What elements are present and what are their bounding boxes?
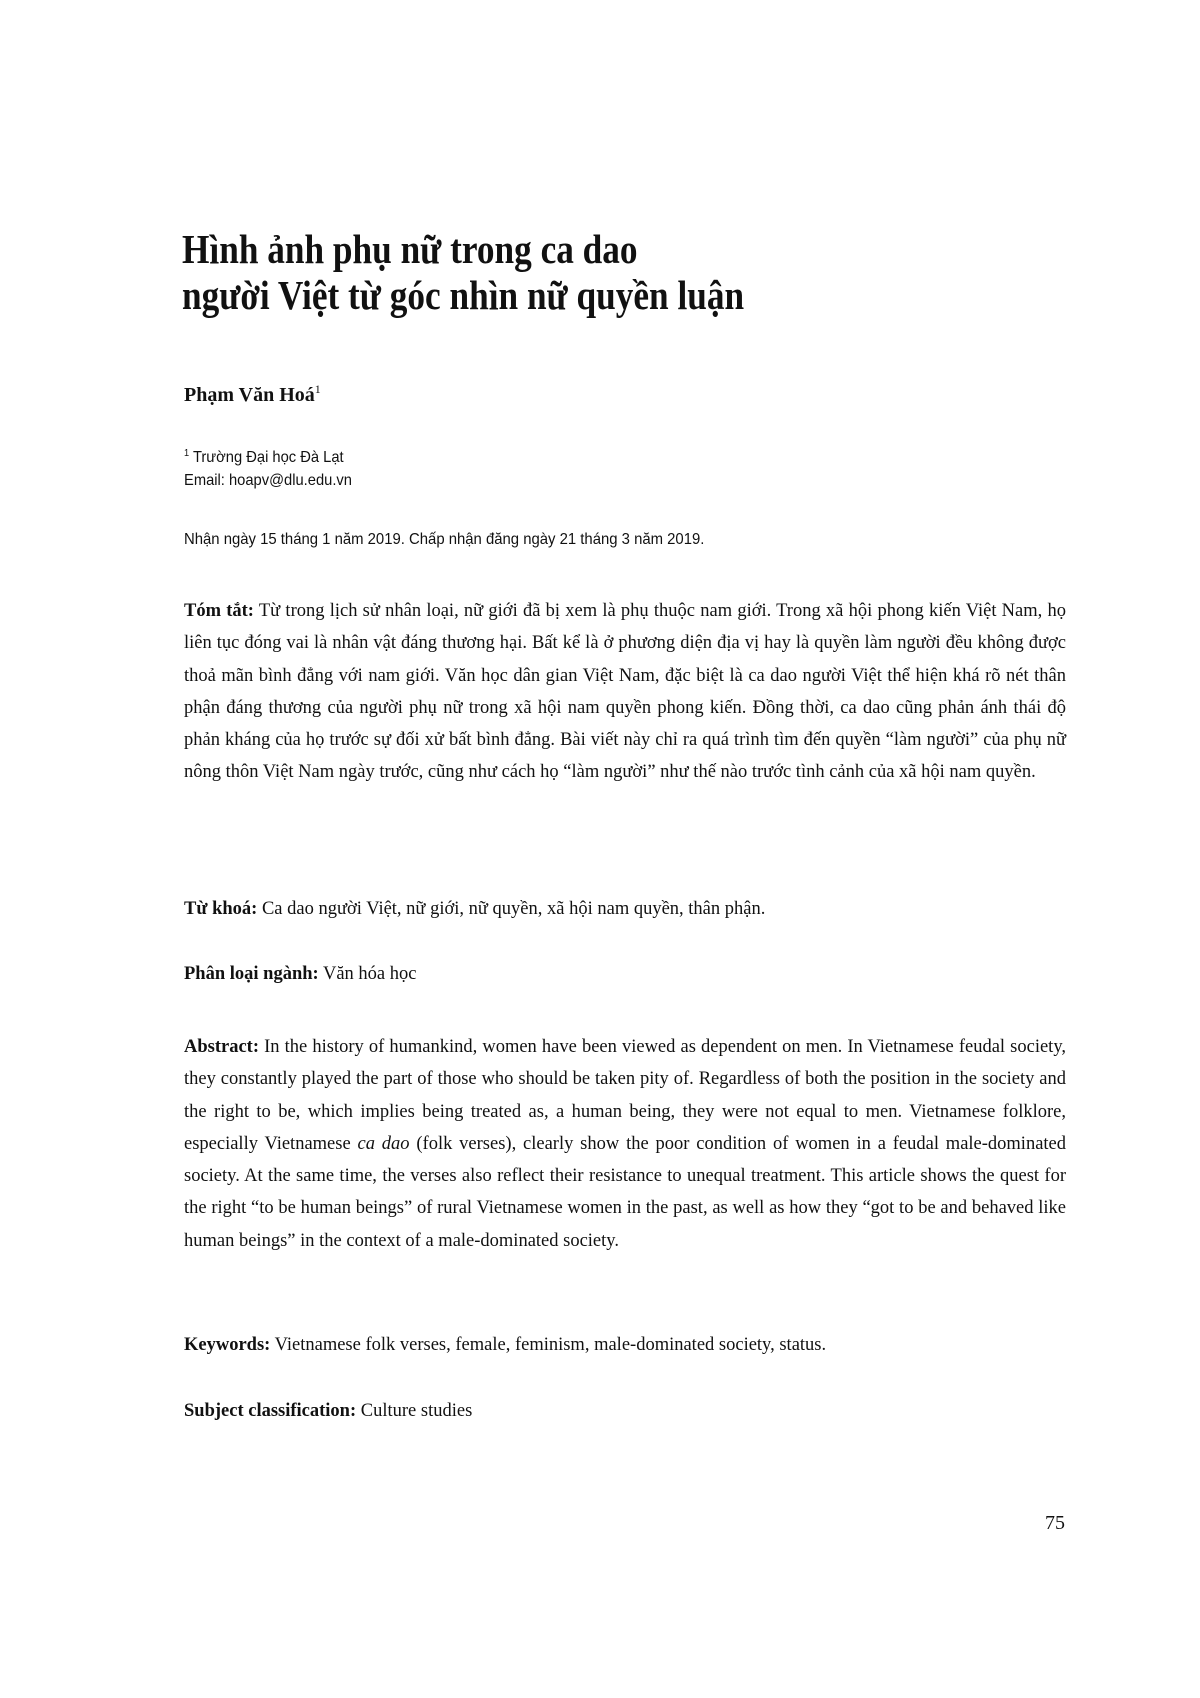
keywords-text-en: Vietnamese folk verses, female, feminism, male-dominated society, status. — [274, 1335, 827, 1355]
abstract-text-en-2: (folk verses), clearly show the poor condition of women in a feudal male-dominated society. At the same time, the verses also reflect their resistance to unequal treatment. This article shows the quest for the right “to be human beings” of rural Vietnamese women in the past, as well as how they “got to be and behaved like human beings” in the context of a male-dominated society. — [184, 1133, 1067, 1251]
classification-label-en: Subject classification: — [184, 1401, 357, 1421]
classification-text-en: Culture studies — [360, 1401, 473, 1421]
page-number: 75 — [1045, 1512, 1065, 1534]
classification-label-vn: Phân loại ngành: — [184, 964, 319, 984]
abstract-text-en-1: In the history of humankind, women have been viewed as dependent on men. In Vietnamese feudal society, they constantly played the part of those who should be taken pity of. Regardless of both the position in the society and the right to be, which implies being treated as, a human being, they were not equal to men. Vietnamese folklore, especially Vietnamese — [184, 1037, 1066, 1154]
title-line-2: người Việt từ góc nhìn nữ quyền luận — [182, 272, 745, 318]
email-label: Email: — [184, 472, 225, 489]
affiliation-block — [184, 442, 352, 492]
keywords-label-en: Keywords: — [184, 1335, 271, 1355]
email-address[interactable]: hoapv@dlu.edu.vn — [228, 472, 352, 489]
keywords-text-vn: Ca dao người Việt, nữ giới, nữ quyền, xã hội nam quyền, thân phận. — [261, 899, 766, 919]
abstract-italic-term: ca dao — [357, 1133, 410, 1154]
email-line — [184, 469, 352, 492]
classification-text-vn: Văn hóa học — [322, 964, 417, 984]
english-classification — [184, 1395, 1066, 1427]
institution: Trường Đại học Đà Lạt — [192, 449, 344, 466]
abstract-label-vn: Tóm tắt: — [184, 601, 254, 621]
vietnamese-abstract — [184, 595, 1066, 789]
vietnamese-keywords — [184, 893, 1066, 925]
article-title — [182, 226, 956, 318]
received-accepted-dates: Nhận ngày 15 tháng 1 năm 2019. Chấp nhận đăng ngày 21 tháng 3 năm 2019. — [184, 531, 705, 548]
abstract-text-vn: Từ trong lịch sử nhân loại, nữ giới đã bị xem là phụ thuộc nam giới. Trong xã hội phong kiến Việt Nam, họ liên tục đóng vai là nhân vật đáng thương hại. Bất kể là ở phương diện địa vị hay là quyền làm người đều không được thoả mãn bình đẳng với nam giới. Văn học dân gian Việt Nam, đặc biệt là ca dao người Việt thể hiện khá rõ nét thân phận đáng thương của người phụ nữ trong xã hội nam quyền phong kiến. Đồng thời, ca dao cũng phản ánh thái độ phản kháng của họ trước sự đối xử bất bình đẳng. Bài viết này chỉ ra quá trình tìm đến quyền “làm người” của phụ nữ nông thôn Việt Nam ngày trước, cũng như cách họ “làm người” như thế nào trước tình cảnh của xã hội nam quyền. — [184, 601, 1066, 783]
abstract-label-en: Abstract: — [184, 1037, 260, 1057]
keywords-label-vn: Từ khoá: — [184, 899, 258, 919]
affiliation-mark: 1 — [184, 448, 190, 459]
author-name: Phạm Văn Hoá — [184, 384, 315, 406]
author-affiliation-mark: 1 — [314, 382, 321, 396]
english-abstract — [184, 1031, 1066, 1257]
author — [184, 382, 321, 407]
title-line-1: Hình ảnh phụ nữ trong ca dao — [182, 226, 638, 272]
vietnamese-classification — [184, 958, 1066, 990]
affiliation — [184, 442, 352, 469]
english-keywords — [184, 1329, 1066, 1361]
